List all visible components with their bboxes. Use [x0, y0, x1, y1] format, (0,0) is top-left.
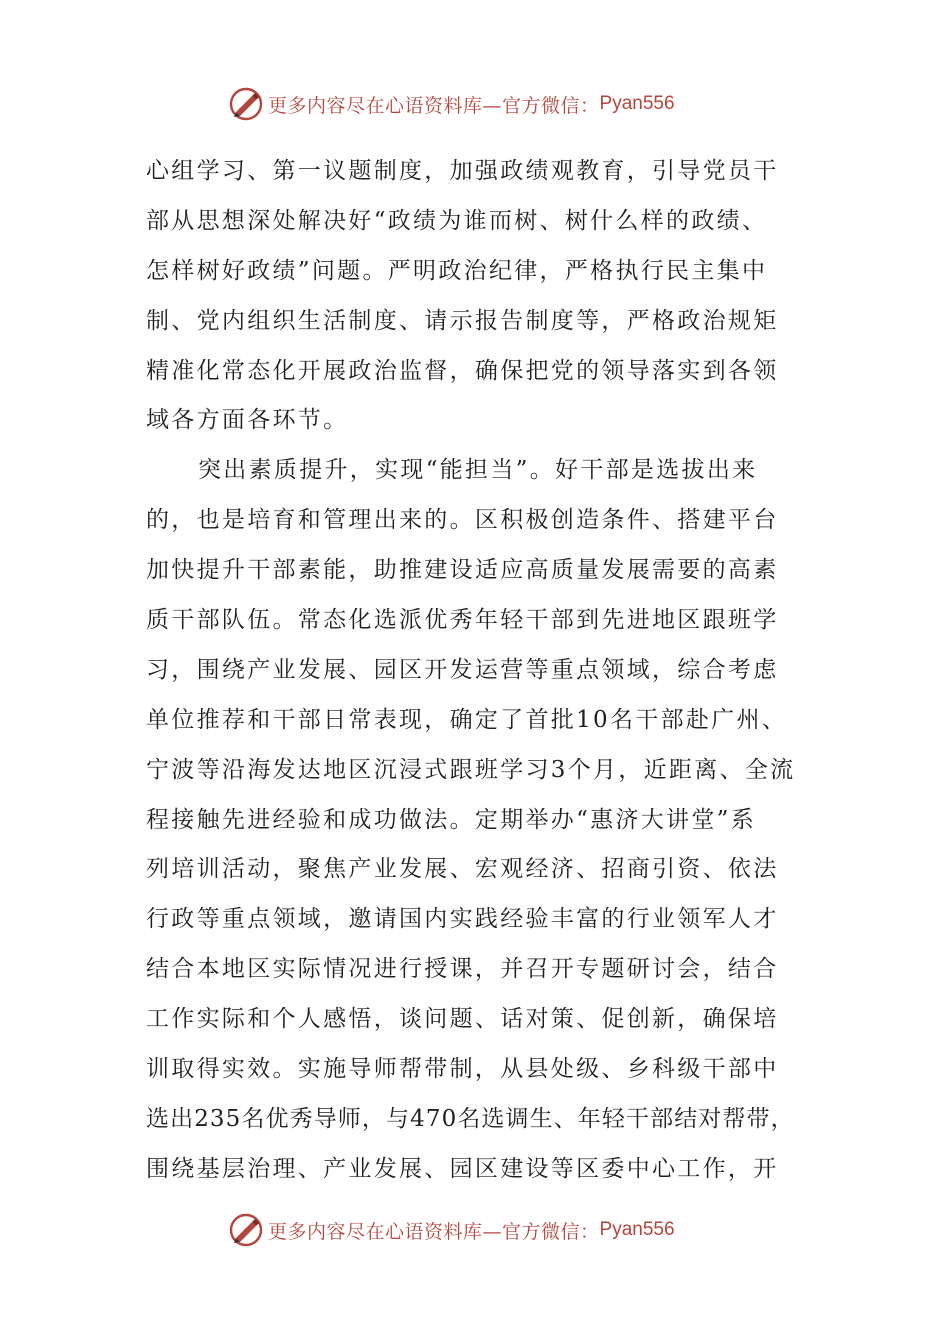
text-line: 列培训活动，聚焦产业发展、宏观经济、招商引资、依法	[146, 856, 779, 883]
text-line: 精准化常态化开展政治监督，确保把党的领导落实到各领	[146, 357, 779, 384]
text-line: 加快提升干部素能，助推建设适应高质量发展需要的高素	[146, 557, 779, 584]
text-line: 怎样树好政绩”问题。严明政治纪律，严格执行民主集中	[146, 257, 768, 284]
pen-logo-icon	[228, 86, 264, 122]
text-line: 宁波等沿海发达地区沉浸式跟班学习3个月，近距离、全流	[146, 756, 796, 783]
text-line: 心组学习、第一议题制度，加强政绩观教育，引导党员干	[146, 158, 779, 184]
paragraph-first-line: 突出素质提升，实现“能担当”。好干部是选拔出来	[198, 457, 758, 484]
pen-logo-icon	[228, 1212, 264, 1248]
text-line: 结合本地区实际情况进行授课，并召开专题研讨会，结合	[146, 956, 779, 983]
watermark-wechat-id: Pyan556	[599, 1219, 675, 1240]
watermark-wechat-id: Pyan556	[599, 93, 675, 114]
text-line: 质干部队伍。常态化选派优秀年轻干部到先进地区跟班学	[146, 607, 779, 634]
text-line: 围绕基层治理、产业发展、园区建设等区委中心工作，开	[146, 1155, 779, 1182]
text-line: 选出235名优秀导师，与470名选调生、年轻干部结对帮带，	[146, 1105, 795, 1132]
watermark-text: 更多内容尽在心语资料库—官方微信：	[268, 1220, 600, 1243]
watermark-banner-top	[228, 84, 675, 124]
watermark-banner-bottom	[228, 1210, 675, 1250]
text-line: 制、党内组织生活制度、请示报告制度等，严格政治规矩	[146, 307, 779, 334]
text-line: 部从思想深处解决好“政绩为谁而树、树什么样的政绩、	[146, 207, 768, 234]
text-line: 习，围绕产业发展、园区开发运营等重点领域，综合考虑	[146, 656, 779, 683]
text-line: 程接触先进经验和成功做法。定期举办“惠济大讲堂”系	[146, 806, 757, 833]
text-line: 行政等重点领域，邀请国内实践经验丰富的行业领军人才	[146, 906, 779, 933]
text-line: 训取得实效。实施导师帮带制，从县处级、乡科级干部中	[146, 1056, 779, 1083]
document-body	[146, 147, 806, 1195]
text-line: 工作实际和个人感悟，谈问题、话对策、促创新，确保培	[146, 1006, 779, 1033]
text-line: 域各方面各环节。	[146, 407, 349, 434]
watermark-text: 更多内容尽在心语资料库—官方微信：	[268, 94, 600, 117]
text-line: 的，也是培育和管理出来的。区积极创造条件、搭建平台	[146, 507, 779, 534]
text-line: 单位推荐和干部日常表现，确定了首批10名干部赴广州、	[146, 706, 788, 733]
